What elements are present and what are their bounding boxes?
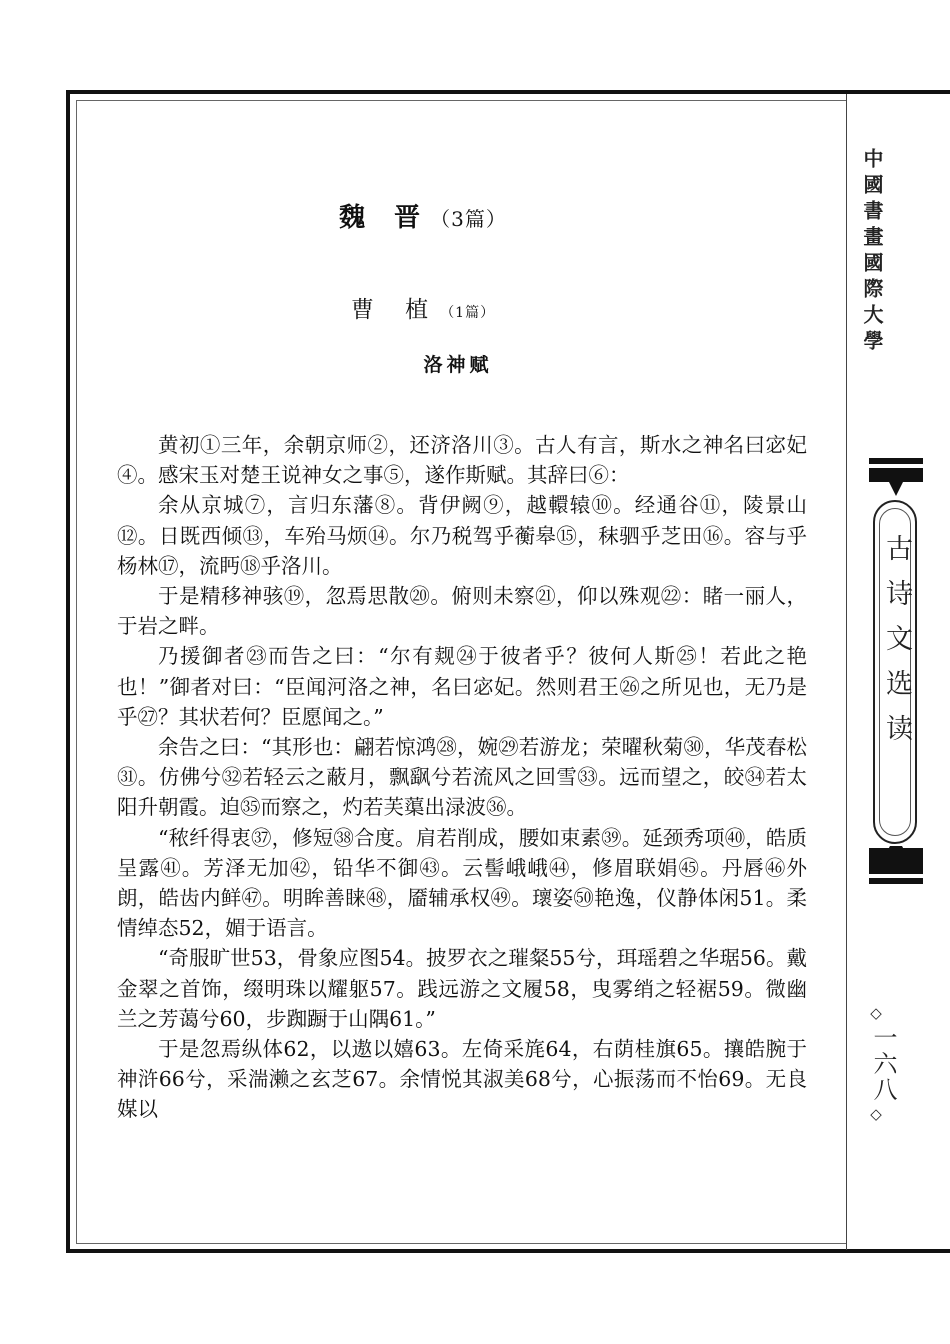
section-title-text: 魏 晋 [339,203,431,233]
inner-border-top [76,100,846,101]
university-name: 中國書畫國際大學 [860,148,884,356]
page-border-top [66,90,950,94]
inner-border-left [76,100,77,1244]
author-heading [0,291,846,324]
paragraph: 于是忽焉纵体62，以遨以嬉63。左倚采旄64，右荫桂旗65。攘皓腕于神浒66兮，采湍濑之玄芝67。余情悦其淑美68兮，心振荡而不怡69。无良媒以 [117,1037,807,1122]
paragraph: “秾纤得衷㊲，修短㊳合度。肩若削成，腰如束素㊴。延颈秀项㊵，皓质呈露㊶。芳泽无加㊷，铅华不御㊸。云髻峨峨㊹，修眉联娟㊺。丹唇㊻外朗，皓齿内鲜㊼。明眸善睐㊽，靥辅承权㊾。瓌姿㊿艳逸，仪静体闲51。柔情绰态52，媚于语言。 [117,825,807,941]
sidebar-divider [846,94,847,1250]
series-title: 古诗文选读 [881,534,912,759]
author-count: （1篇） [440,305,496,321]
paragraph: 乃援御者㉓而告之曰：“尔有觌㉔于彼者乎？彼何人斯㉕！若此之艳也！”御者对曰：“臣闻河洛之神，名曰宓妃。然则君王㉖之所见也，无乃是乎㉗？其状若何？臣愿闻之。” [117,644,807,729]
paragraph: “奇服旷世53，骨象应图54。披罗衣之璀粲55兮，珥瑶碧之华琚56。戴金翠之首饰，缀明珠以耀躯57。践远游之文履58，曳雾绡之轻裾59。微幽兰之芳蔼兮60，步踟蹰于山隅61。” [117,946,807,1031]
paragraph: 余从京城⑦，言归东藩⑧。背伊阙⑨，越轘辕⑩。经通谷⑪，陵景山⑫。日既西倾⑬，车殆马烦⑭。尔乃税驾乎蘅皋⑮，秣驷乎芝田⑯。容与乎杨林⑰，流眄⑱乎洛川。 [117,493,807,578]
paragraph: 黄初①三年，余朝京师②，还济洛川③。古人有言，斯水之神名曰宓妃④。感宋玉对楚王说神女之事⑤，遂作斯赋。其辞曰⑥： [117,433,807,488]
page-border-bottom [66,1249,950,1253]
work-title: 洛神赋 [423,354,493,376]
scroll-ornament-top [869,458,923,498]
inner-border-bottom [76,1243,846,1244]
paragraph: 于是精移神骇⑲，忽焉思散⑳。俯则未察㉑，仰以殊观㉒：睹一丽人，于岩之畔。 [117,584,807,639]
author-name: 曹 植 [350,297,441,323]
diamond-icon: ◇ [870,1105,882,1123]
page-number: 一六八 [869,1025,897,1103]
scroll-ornament-bottom [869,846,923,886]
section-count: （3篇） [430,207,507,231]
body-text [117,430,807,1125]
diamond-icon: ◇ [870,1004,882,1022]
paragraph: 余告之曰：“其形也：翩若惊鸿㉘，婉㉙若游龙；荣曜秋菊㉚，华茂春松㉛。仿佛兮㉜若轻云之蔽月，飘飖兮若流风之回雪㉝。远而望之，皎㉞若太阳升朝霞。迫㉟而察之，灼若芙蕖出渌波㊱。 [117,735,807,820]
section-title [0,197,846,234]
page-number-block [866,1003,890,1023]
page-number-block-bottom [866,1104,886,1124]
page-border-left [66,90,70,1253]
